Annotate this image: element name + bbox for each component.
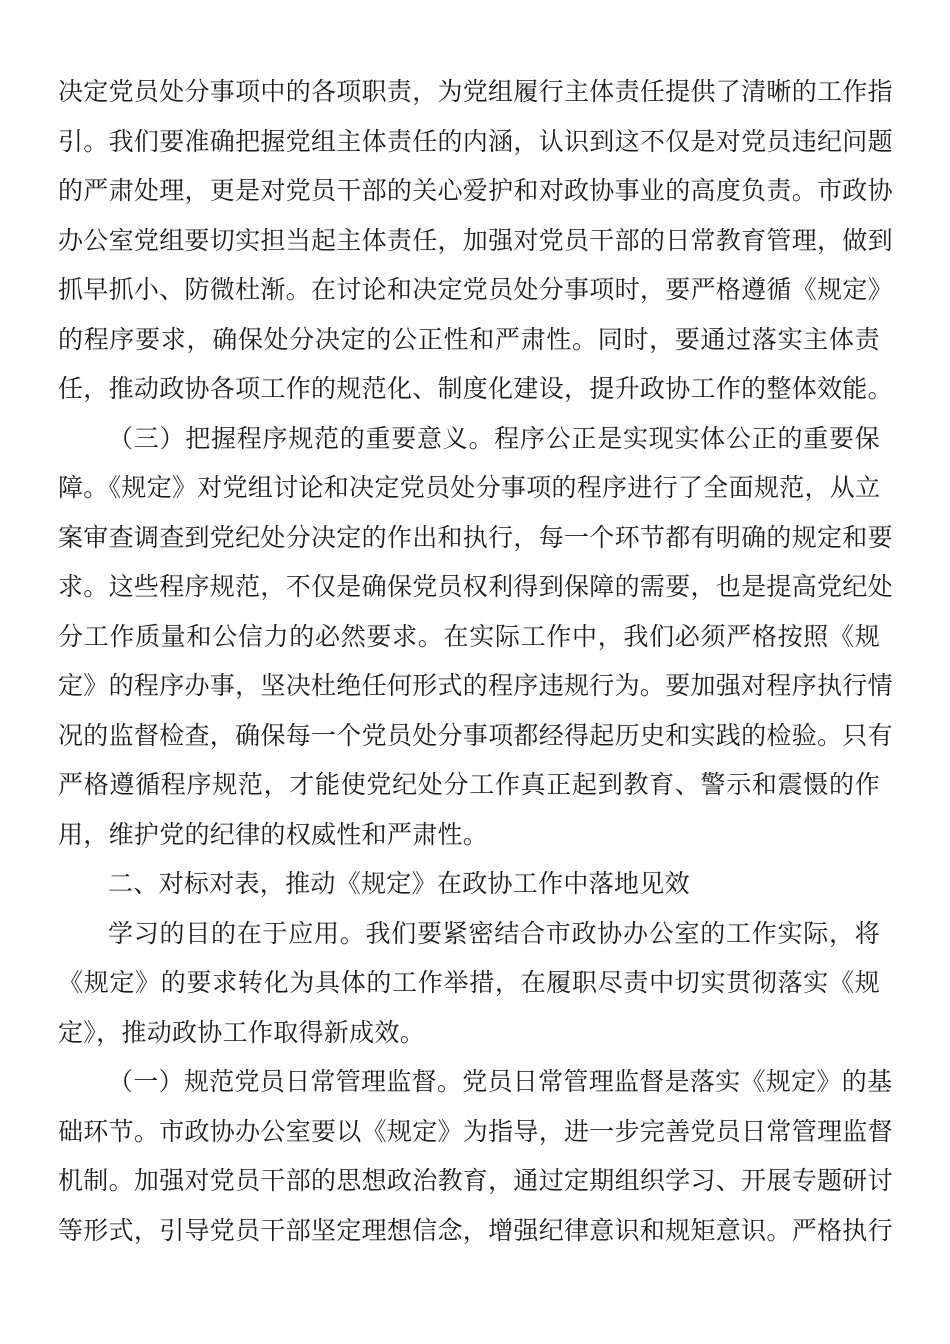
text-line: 等形式，引导党员干部坚定理想信念，增强纪律意识和规矩意识。严格执行 xyxy=(58,1215,893,1245)
text-line: 分工作质量和公信力的必然要求。在实际工作中，我们必须严格按照《规 xyxy=(58,621,880,651)
text-line: 况的监督检查，确保每一个党员处分事项都经得起历史和实践的检验。只有 xyxy=(58,720,893,750)
text-line: 定》的程序办事，坚决杜绝任何形式的程序违规行为。要加强对程序执行情 xyxy=(58,671,893,700)
text-line: 抓早抓小、防微杜渐。在讨论和决定党员处分事项时，要严格遵循《规定》 xyxy=(58,275,893,304)
text-line: 障。《规定》对党组讨论和决定党员处分事项的程序进行了全面规范，从立 xyxy=(58,473,881,502)
text-line: 用，维护党的纪律的权威性和严肃性。 xyxy=(58,819,489,849)
text-line: 任，推动政协各项工作的规范化、制度化建设，提升政协工作的整体效能。 xyxy=(58,374,893,403)
text-line: 的严肃处理，更是对党员干部的关心爱护和对政协事业的高度负责。市政协 xyxy=(58,176,893,205)
text-line: 《规定》的要求转化为具体的工作举措，在履职尽责中切实贯彻落实《规 xyxy=(58,968,880,997)
text-line: 引。我们要准确把握党组主体责任的内涵，认识到这不仅是对党员违纪问题 xyxy=(58,126,893,156)
text-line: 机制。加强对党员干部的思想政治教育，通过定期组织学习、开展专题研讨 xyxy=(58,1166,893,1195)
text-line: 二、对标对表，推动《规定》在政协工作中落地见效 xyxy=(108,869,690,898)
text-line: （一）规范党员日常管理监督。党员日常管理监督是落实《规定》的基 xyxy=(108,1067,893,1096)
text-line: 础环节。市政协办公室要以《规定》为指导，进一步完善党员日常管理监督 xyxy=(58,1116,893,1146)
text-line: 求。这些程序规范，不仅是确保党员权利得到保障的需要，也是提高党纪处 xyxy=(58,572,893,601)
text-line: 决定党员处分事项中的各项职责，为党组履行主体责任提供了清晰的工作指 xyxy=(58,77,893,106)
text-line: 学习的目的在于应用。我们要紧密结合市政协办公室的工作实际，将 xyxy=(108,918,880,948)
text-line: 办公室党组要切实担当起主体责任，加强对党员干部的日常教育管理，做到 xyxy=(58,225,893,255)
text-line: 严格遵循程序规范，才能使党纪处分工作真正起到教育、警示和震慑的作 xyxy=(58,770,880,799)
document-body xyxy=(58,67,893,1255)
text-line: （三）把握程序规范的重要意义。程序公正是实现实体公正的重要保 xyxy=(108,423,880,453)
text-line: 定》，推动政协工作取得新成效。 xyxy=(58,1017,426,1047)
text-line: 的程序要求，确保处分决定的公正性和严肃性。同时，要通过落实主体责 xyxy=(58,324,880,354)
text-line: 案审查调查到党纪处分决定的作出和执行，每一个环节都有明确的规定和要 xyxy=(58,522,893,552)
